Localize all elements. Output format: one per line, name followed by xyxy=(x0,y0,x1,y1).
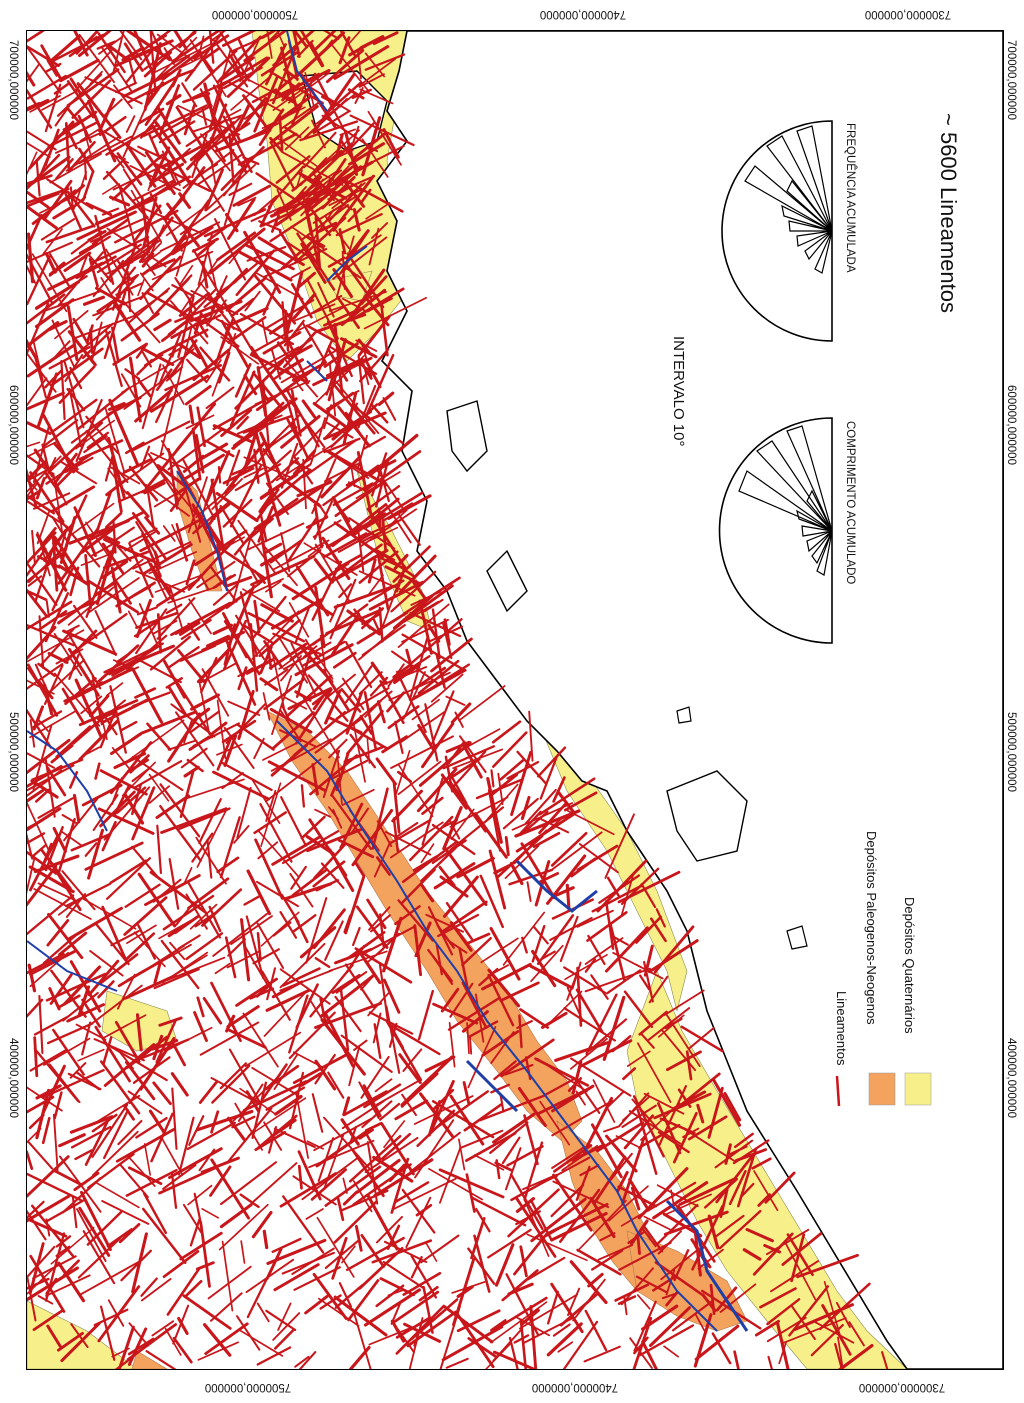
lineament xyxy=(39,996,42,1053)
lineament xyxy=(60,367,94,403)
lineament xyxy=(29,1142,52,1168)
lineament xyxy=(167,605,182,613)
lineament xyxy=(421,1236,458,1263)
lineament xyxy=(43,1118,49,1143)
lineament xyxy=(528,882,531,901)
right-tick-1: 400000,000000 xyxy=(1005,1038,1017,1118)
lineament xyxy=(77,1209,106,1261)
lineament xyxy=(313,1094,322,1132)
lineament xyxy=(39,798,73,818)
lineament xyxy=(664,1346,678,1356)
lineament xyxy=(523,1175,557,1190)
lineament xyxy=(528,1258,564,1279)
lineament xyxy=(115,528,134,541)
lineament xyxy=(229,308,268,325)
lineament xyxy=(346,965,374,1008)
lineament xyxy=(769,1357,775,1369)
lineament xyxy=(347,1348,369,1370)
lineament xyxy=(247,916,263,978)
legend-swatch-quaternary xyxy=(905,1073,931,1105)
lineament xyxy=(275,1129,315,1147)
lineament xyxy=(127,964,155,980)
lineament xyxy=(54,1115,58,1171)
bottom-tick-1: 7500000,000000 xyxy=(204,1381,292,1393)
lineament xyxy=(229,1118,245,1139)
lineament xyxy=(96,764,100,779)
lineament xyxy=(35,1038,37,1076)
lineament xyxy=(245,896,260,904)
lineament xyxy=(380,608,383,641)
lineament xyxy=(281,797,306,845)
bottom-tick-3: 7300000,000000 xyxy=(858,1381,946,1393)
lineament xyxy=(475,1155,504,1170)
map-canvas[interactable] xyxy=(27,31,1003,1369)
lineament xyxy=(133,1234,147,1292)
lineament xyxy=(274,923,291,936)
lineament xyxy=(561,917,578,961)
lineament xyxy=(199,650,229,682)
lineament xyxy=(49,654,67,663)
lineament xyxy=(27,215,41,249)
lineament xyxy=(401,712,444,742)
lineament xyxy=(543,1013,567,1027)
lineament xyxy=(27,1129,41,1148)
lineament xyxy=(154,1083,171,1104)
lineament xyxy=(198,444,226,460)
lineament xyxy=(356,1226,361,1250)
left-tick-2: 500000,000000 xyxy=(7,712,19,792)
lineament xyxy=(136,390,172,421)
right-tick-3: 600000,000000 xyxy=(1005,385,1017,465)
lineament xyxy=(172,1089,176,1149)
lineament xyxy=(214,772,269,799)
lineament xyxy=(52,746,72,762)
lineament xyxy=(492,770,494,786)
lineament xyxy=(212,1066,249,1103)
lineament xyxy=(111,197,129,205)
top-tick-3: 7300000,000000 xyxy=(864,8,952,20)
lineament xyxy=(181,772,193,817)
lineament xyxy=(42,46,61,80)
lineament xyxy=(129,611,138,628)
lineament xyxy=(231,1075,280,1123)
lineament xyxy=(172,1074,187,1095)
lineament xyxy=(218,858,238,872)
lineament xyxy=(525,1116,538,1164)
lineament xyxy=(447,1359,468,1368)
lineament xyxy=(214,86,240,142)
lineament xyxy=(130,358,140,421)
lineament xyxy=(120,1224,139,1241)
lineament xyxy=(223,1242,233,1311)
lineament xyxy=(266,544,280,552)
lineament xyxy=(27,323,58,348)
lineament xyxy=(162,1138,183,1174)
lineament xyxy=(376,1079,392,1091)
legend-label-paleogene: Depósitos Paleogenos-Neogenos xyxy=(864,831,879,1025)
lineament xyxy=(225,164,244,226)
lineament xyxy=(247,1260,294,1292)
lineament xyxy=(192,75,241,99)
lineament xyxy=(168,1269,199,1314)
lineament xyxy=(241,1331,283,1356)
lineament xyxy=(202,1209,218,1218)
lineament xyxy=(135,587,149,595)
lineament xyxy=(102,1201,148,1224)
lineament xyxy=(27,31,46,45)
lineament xyxy=(514,1234,546,1274)
lineament xyxy=(39,1296,53,1304)
right-tick-2: 500000,000000 xyxy=(1005,712,1017,792)
lineament xyxy=(75,795,79,821)
lineament xyxy=(281,1174,336,1207)
lineament xyxy=(299,1166,301,1188)
lineament xyxy=(314,1274,346,1318)
lineament xyxy=(306,1296,328,1313)
lineament xyxy=(181,1233,222,1259)
lineament xyxy=(229,200,255,239)
lineament xyxy=(419,991,433,1039)
lineament xyxy=(173,1042,185,1065)
lineament xyxy=(353,928,360,945)
lineament xyxy=(465,1105,501,1130)
lineament xyxy=(198,408,205,446)
lineament xyxy=(85,297,104,304)
lineament xyxy=(95,1182,139,1207)
lineament xyxy=(137,360,151,374)
lineament xyxy=(264,1231,266,1247)
lineament xyxy=(610,924,624,980)
lineament xyxy=(360,672,382,694)
lineament xyxy=(127,116,135,132)
rose-right-label: FREQUÊNCIA ACUMULADA xyxy=(844,123,856,273)
lineament xyxy=(248,871,269,914)
lineament xyxy=(221,762,271,790)
lineament xyxy=(275,1330,294,1349)
lineament xyxy=(27,64,39,94)
lineament xyxy=(298,1352,315,1369)
lineament xyxy=(71,187,73,205)
lineament xyxy=(274,1055,297,1089)
lineament-count-label: ~ 5600 Lineamentos xyxy=(936,113,961,313)
lineament xyxy=(37,479,44,499)
lineament xyxy=(55,634,82,676)
lineament xyxy=(188,1186,211,1205)
legend-label-quaternary: Depósitos Quaternários xyxy=(902,897,917,1034)
lineament xyxy=(441,877,467,896)
lineament xyxy=(198,998,204,1016)
lineament xyxy=(735,1352,742,1369)
lineament xyxy=(87,204,111,215)
lineament xyxy=(262,319,267,344)
lineament xyxy=(273,1239,301,1252)
lineament xyxy=(470,1038,471,1054)
lineament xyxy=(107,683,123,695)
lineament xyxy=(589,1274,603,1286)
lineament xyxy=(588,912,627,940)
lineament xyxy=(241,1241,244,1263)
lineament xyxy=(296,1094,308,1158)
lineament xyxy=(504,913,545,965)
lineament xyxy=(306,1209,323,1219)
lineament xyxy=(174,1338,191,1362)
legend-swatch-paleogene xyxy=(869,1073,895,1105)
lineament xyxy=(207,387,234,408)
lineament xyxy=(638,1238,639,1253)
lineament xyxy=(221,817,240,877)
right-tick-4: 700000,000000 xyxy=(1005,40,1017,120)
lineament xyxy=(604,1126,620,1131)
left-tick-3: 600000,000000 xyxy=(7,385,19,465)
lineament xyxy=(283,831,338,863)
interval-label: INTERVALO 10° xyxy=(670,336,687,447)
lineament xyxy=(585,1347,620,1362)
lineament xyxy=(333,1238,347,1278)
lineament xyxy=(77,1025,106,1040)
lineament xyxy=(68,389,85,410)
lineament xyxy=(490,1123,527,1153)
lineament xyxy=(27,896,73,935)
lineament xyxy=(346,642,371,687)
lineament xyxy=(54,206,73,218)
lineament xyxy=(231,916,272,944)
lineament xyxy=(404,1273,440,1294)
bottom-tick-2: 7400000,000000 xyxy=(531,1381,619,1393)
lineament xyxy=(285,272,302,339)
lineament xyxy=(55,1093,62,1118)
lineament xyxy=(190,406,193,423)
lineament xyxy=(459,1139,465,1169)
lineament xyxy=(184,1296,230,1329)
lineament xyxy=(67,108,79,123)
lineament xyxy=(54,1170,82,1184)
legend-label-lineamentos: Lineamentos xyxy=(834,991,849,1066)
lineament xyxy=(379,510,381,530)
lineament xyxy=(164,197,183,219)
lineament xyxy=(79,1238,120,1277)
lineament xyxy=(205,210,265,236)
lineament xyxy=(143,1209,185,1263)
lineament xyxy=(142,1279,157,1296)
lineament xyxy=(204,999,221,1024)
lineament xyxy=(128,493,149,517)
lineament xyxy=(103,907,126,960)
lineament xyxy=(493,722,520,743)
lineament xyxy=(164,1251,198,1276)
lineament xyxy=(216,964,230,974)
lineament xyxy=(129,1091,162,1113)
lineament xyxy=(219,467,220,483)
lineament xyxy=(261,679,277,690)
lineament xyxy=(133,769,149,781)
top-tick-1: 7500000,000000 xyxy=(211,8,299,20)
lineament xyxy=(221,1063,246,1088)
lineament xyxy=(377,759,395,784)
lineament xyxy=(396,1101,427,1119)
left-tick-4: 700000,000000 xyxy=(7,40,19,120)
lineament xyxy=(61,361,64,419)
lineament xyxy=(237,1316,259,1350)
lineament xyxy=(459,686,505,721)
lineament xyxy=(302,785,304,806)
lineament xyxy=(316,958,329,967)
lineament xyxy=(155,320,170,329)
lineament xyxy=(231,466,261,527)
lineament xyxy=(254,1163,297,1201)
rose-left-label: COMPRIMENTO ACUMULADO xyxy=(844,421,856,585)
lineament xyxy=(203,669,229,716)
lineament xyxy=(53,1030,83,1074)
map-frame[interactable] xyxy=(26,30,1004,1370)
lineament xyxy=(506,838,508,855)
lineament xyxy=(395,722,402,753)
lineament xyxy=(571,1059,630,1096)
lineament xyxy=(297,567,327,615)
top-tick-2: 7400000,000000 xyxy=(539,8,627,20)
lineament xyxy=(165,95,175,123)
lineament xyxy=(644,1217,670,1230)
lineament xyxy=(586,1311,606,1350)
lineament xyxy=(121,722,136,730)
lineament xyxy=(27,442,39,448)
lineament xyxy=(145,1144,151,1175)
lineament xyxy=(27,1152,32,1169)
left-tick-1: 400000,000000 xyxy=(7,1038,19,1118)
lineament xyxy=(217,281,236,294)
lineament xyxy=(198,1112,252,1130)
lineament xyxy=(380,965,388,1020)
lineament xyxy=(201,1222,210,1286)
lineament xyxy=(651,1308,690,1346)
lineament xyxy=(237,724,273,749)
